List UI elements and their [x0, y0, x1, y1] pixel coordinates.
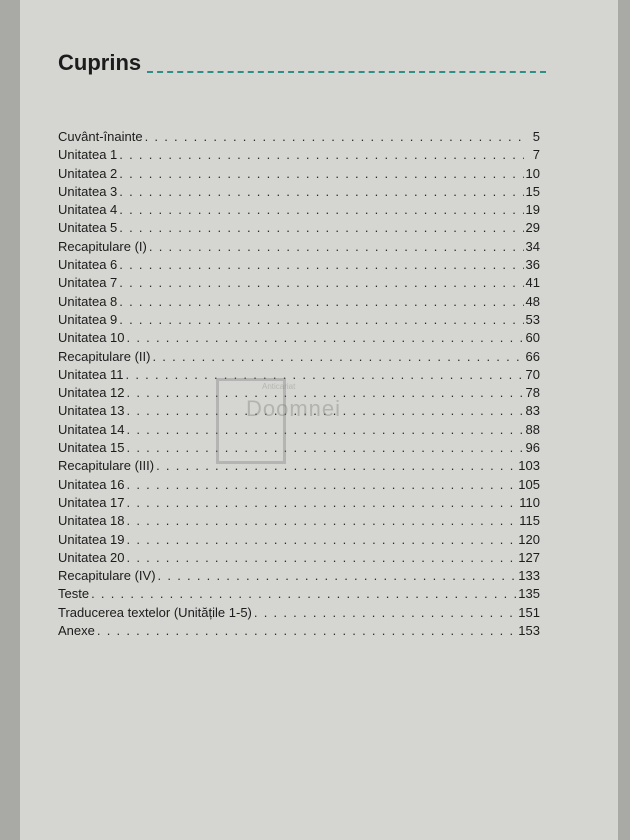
toc-entry-label: Unitatea 6: [58, 257, 118, 273]
toc-dot-leader: [127, 439, 524, 457]
toc-entry-page: 133: [518, 568, 540, 584]
toc-dot-leader: [119, 183, 523, 201]
toc-dot-leader: [119, 256, 523, 274]
toc-entry: [58, 622, 540, 640]
toc-dot-leader: [145, 128, 524, 146]
toc-entry-page: 127: [518, 549, 540, 565]
toc-entry-label: Unitatea 13: [58, 403, 125, 419]
toc-entry: [58, 439, 540, 457]
toc-dot-leader: [119, 293, 523, 311]
toc-dot-leader: [119, 146, 524, 164]
toc-entry-page: 5: [532, 129, 540, 144]
toc-dot-leader: [127, 421, 524, 439]
table-of-contents: [58, 128, 540, 640]
toc-entry-label: Unitatea 17: [58, 494, 125, 510]
toc-entry: [58, 512, 540, 530]
toc-entry-page: 135: [518, 586, 540, 602]
toc-entry-label: Recapitulare (IV): [58, 568, 156, 584]
toc-dot-leader: [119, 311, 523, 329]
toc-entry: [58, 531, 540, 549]
toc-entry-page: 105: [518, 476, 540, 492]
toc-entry: [58, 219, 540, 237]
toc-entry: [58, 146, 540, 164]
watermark-text: Doomnei: [246, 396, 342, 421]
toc-entry-label: Unitatea 18: [58, 513, 125, 529]
page-title: Cuprins: [58, 50, 142, 75]
toc-entry-label: Recapitulare (I): [58, 238, 147, 254]
toc-entry-page: 70: [525, 366, 540, 382]
toc-entry-page: 60: [525, 330, 540, 346]
toc-dot-leader: [119, 274, 523, 292]
toc-entry: [58, 128, 540, 146]
toc-entry: [58, 183, 540, 201]
toc-entry: [58, 366, 540, 384]
toc-dot-leader: [97, 622, 516, 640]
toc-entry-label: Unitatea 14: [58, 421, 125, 437]
toc-entry: [58, 476, 540, 494]
toc-entry-page: 7: [532, 147, 540, 163]
title-dashed-rule: [147, 71, 546, 73]
toc-dot-leader: [126, 366, 524, 384]
toc-entry-page: 83: [525, 403, 540, 419]
toc-entry: [58, 549, 540, 567]
toc-dot-leader: [127, 494, 518, 512]
toc-entry-page: 36: [525, 257, 540, 273]
toc-entry-page: 66: [525, 348, 540, 364]
toc-entry: [58, 311, 540, 329]
toc-entry: [58, 457, 540, 475]
toc-entry-page: 96: [525, 440, 540, 456]
toc-dot-leader: [254, 604, 516, 622]
toc-entry-page: 29: [525, 220, 540, 236]
title-row: [58, 50, 546, 76]
toc-entry-page: 53: [525, 311, 540, 327]
toc-entry-page: 10: [525, 165, 540, 181]
toc-dot-leader: [127, 549, 517, 567]
toc-dot-leader: [119, 165, 523, 183]
toc-entry-label: Unitatea 11: [58, 366, 124, 382]
toc-entry-page: 88: [525, 421, 540, 437]
toc-entry-page: 15: [525, 183, 540, 199]
toc-entry-page: 153: [518, 623, 540, 639]
toc-entry-label: Unitatea 7: [58, 275, 118, 291]
toc-entry: [58, 274, 540, 292]
toc-dot-leader: [152, 348, 523, 366]
toc-entry-label: Unitatea 20: [58, 549, 125, 565]
toc-entry-label: Unitatea 15: [58, 440, 125, 456]
toc-entry-page: 78: [525, 385, 540, 401]
toc-entry-label: Unitatea 19: [58, 531, 125, 547]
toc-dot-leader: [119, 201, 523, 219]
toc-entry-label: Unitatea 10: [58, 330, 125, 346]
toc-entry: [58, 201, 540, 219]
toc-entry: [58, 293, 540, 311]
toc-dot-leader: [127, 329, 524, 347]
toc-entry-label: Traducerea textelor (Unitățile 1-5): [58, 604, 252, 620]
toc-dot-leader: [91, 585, 516, 603]
toc-entry-page: 151: [518, 604, 540, 620]
toc-entry: [58, 494, 540, 512]
toc-entry-label: Unitatea 8: [58, 293, 118, 309]
toc-entry-label: Recapitulare (II): [58, 348, 151, 364]
toc-entry: [58, 421, 540, 439]
toc-dot-leader: [156, 457, 516, 475]
toc-entry: [58, 585, 540, 603]
toc-entry-page: 120: [518, 531, 540, 547]
toc-entry-label: Unitatea 2: [58, 165, 118, 181]
toc-entry: [58, 165, 540, 183]
toc-entry-page: 34: [525, 238, 540, 254]
toc-entry-page: 110: [519, 494, 540, 510]
toc-entry-page: 48: [525, 293, 540, 309]
toc-entry-label: Unitatea 9: [58, 311, 118, 327]
toc-entry-label: Recapitulare (III): [58, 458, 155, 474]
toc-dot-leader: [158, 567, 517, 585]
toc-entry: [58, 238, 540, 256]
toc-entry-label: Anexe: [58, 623, 95, 639]
toc-entry-label: Cuvânt-înainte: [58, 129, 143, 144]
toc-dot-leader: [127, 512, 518, 530]
toc-entry: [58, 348, 540, 366]
toc-entry-label: Unitatea 4: [58, 202, 118, 218]
toc-entry-label: Unitatea 5: [58, 220, 118, 236]
toc-entry-page: 41: [525, 275, 540, 291]
toc-entry-label: Unitatea 16: [58, 476, 125, 492]
toc-dot-leader: [127, 531, 517, 549]
toc-entry-label: Unitatea 1: [58, 147, 118, 163]
toc-entry: [58, 329, 540, 347]
toc-entry: [58, 567, 540, 585]
toc-entry-label: Teste: [58, 586, 90, 602]
toc-entry: [58, 604, 540, 622]
toc-entry-page: 19: [525, 202, 540, 218]
toc-entry-page: 103: [518, 458, 540, 474]
watermark-small-text: Anticariat: [262, 382, 296, 391]
toc-entry-label: Unitatea 3: [58, 183, 118, 199]
toc-entry-page: 115: [519, 513, 540, 529]
toc-dot-leader: [149, 238, 524, 256]
toc-dot-leader: [119, 219, 523, 237]
toc-entry: [58, 256, 540, 274]
toc-dot-leader: [127, 476, 517, 494]
toc-entry-label: Unitatea 12: [58, 385, 125, 401]
